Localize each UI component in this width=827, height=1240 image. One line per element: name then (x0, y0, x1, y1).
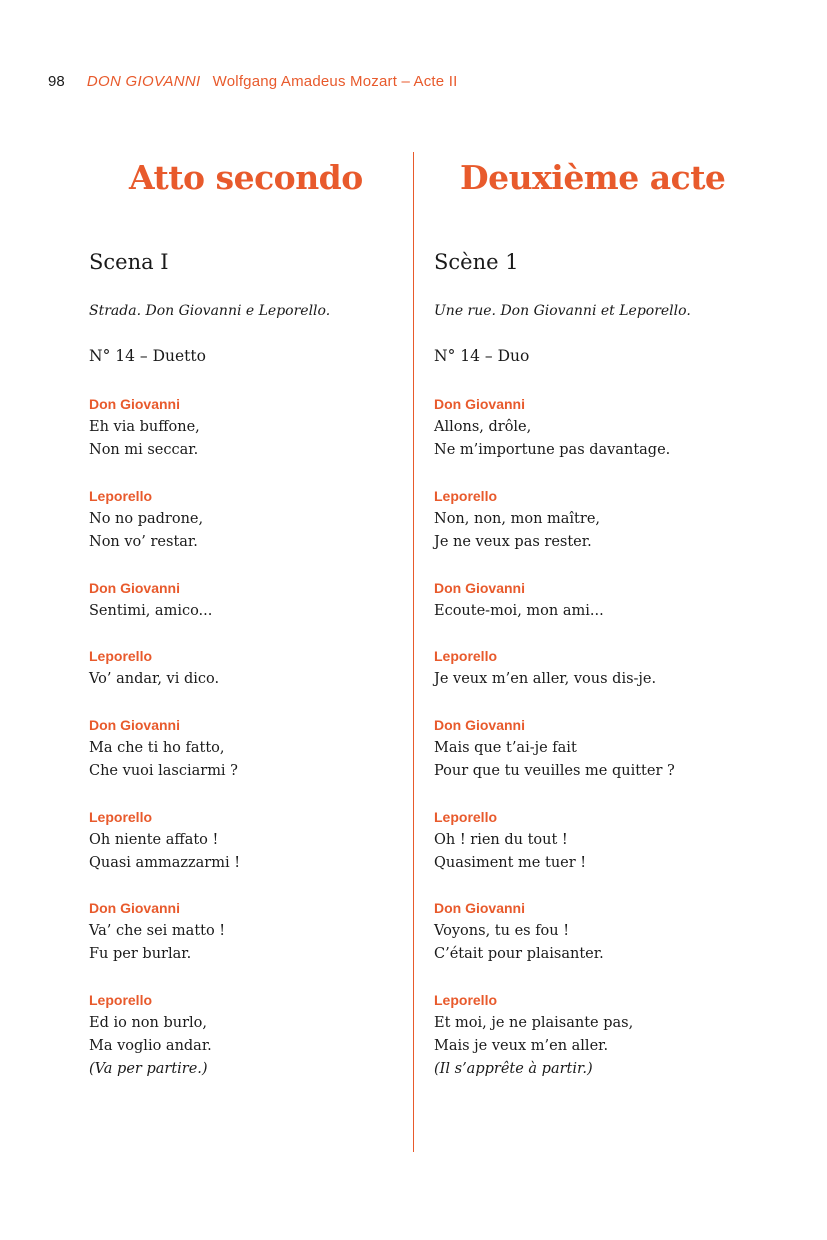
speaker-name: Don Giovanni (434, 717, 525, 733)
speaker-name: Leporello (89, 648, 153, 664)
dialogue-line: Eh via buffone, (89, 419, 200, 435)
dialogue-line: Fu per burlar. (89, 946, 192, 962)
dialogue-line: Mais que t’ai-je fait (434, 740, 577, 756)
dialogue-line: Oh niente affato ! (89, 832, 219, 848)
speaker-name: Leporello (89, 488, 153, 504)
dialogue-line: Vo’ andar, vi dico. (89, 671, 220, 687)
stage-direction-inline: (Il s’apprête à partir.) (434, 1061, 593, 1077)
dialogue-line: Ma voglio andar. (89, 1038, 212, 1054)
speaker-name: Leporello (89, 992, 153, 1008)
speaker-name: Don Giovanni (434, 900, 525, 916)
speaker-name: Don Giovanni (89, 396, 180, 412)
dialogue-block-italian (89, 645, 219, 691)
dialogue-line: Mais je veux m’en aller. (434, 1038, 609, 1054)
dialogue-line: Allons, drôle, (434, 419, 532, 435)
dialogue-line: Non vo’ restar. (89, 534, 198, 550)
dialogue-block-french (434, 897, 604, 966)
dialogue-line: Ne m’importune pas davantage. (434, 442, 671, 458)
dialogue-line: Quasi ammazzarmi ! (89, 855, 241, 871)
dialogue-line: Non, non, mon maître, (434, 511, 601, 527)
dialogue-block-french (434, 806, 586, 875)
dialogue-block-french (434, 989, 633, 1081)
dialogue-line: Pour que tu veuilles me quitter ? (434, 763, 675, 779)
column-divider (413, 152, 414, 1152)
dialogue-line: Non mi seccar. (89, 442, 199, 458)
number-title-italian: N° 14 – Duetto (89, 347, 206, 365)
dialogue-line: Oh ! rien du tout ! (434, 832, 568, 848)
dialogue-block-italian (89, 714, 238, 783)
dialogue-block-french (434, 485, 600, 554)
dialogue-line: Quasiment me tuer ! (434, 855, 587, 871)
stage-direction-french: Une rue. Don Giovanni et Leporello. (434, 303, 691, 319)
stage-direction-inline: (Va per partire.) (89, 1061, 208, 1077)
dialogue-block-french (434, 714, 675, 783)
dialogue-line: Ed io non burlo, (89, 1015, 207, 1031)
dialogue-line: Che vuoi lasciarmi ? (89, 763, 238, 779)
speaker-name: Leporello (434, 648, 498, 664)
dialogue-block-italian (89, 577, 212, 623)
speaker-name: Don Giovanni (89, 717, 180, 733)
dialogue-line: Et moi, je ne plaisante pas, (434, 1015, 634, 1031)
dialogue-block-italian (89, 485, 203, 554)
dialogue-block-italian (89, 806, 240, 875)
speaker-name: Leporello (434, 992, 498, 1008)
page-number: 98 (48, 73, 65, 90)
act-title-italian: Atto secondo (129, 158, 363, 197)
speaker-name: Don Giovanni (434, 396, 525, 412)
dialogue-block-french (434, 645, 656, 691)
dialogue-block-french (434, 577, 604, 623)
dialogue-block-italian (89, 393, 200, 462)
dialogue-block-italian (89, 989, 212, 1081)
running-header (48, 73, 457, 90)
scene-title-italian: Scena I (89, 250, 169, 274)
scene-title-french: Scène 1 (434, 250, 519, 274)
speaker-name: Don Giovanni (434, 580, 525, 596)
dialogue-block-french (434, 393, 670, 462)
dialogue-line: Ecoute-moi, mon ami... (434, 603, 604, 619)
opera-title: DON GIOVANNI (86, 73, 201, 90)
speaker-name: Leporello (434, 488, 498, 504)
header-subtitle: Wolfgang Amadeus Mozart – Acte II (212, 73, 458, 90)
speaker-name: Don Giovanni (89, 580, 180, 596)
speaker-name: Leporello (434, 809, 498, 825)
dialogue-line: Voyons, tu es fou ! (434, 923, 570, 939)
dialogue-line: Ma che ti ho fatto, (89, 740, 225, 756)
dialogue-line: Sentimi, amico... (89, 603, 213, 619)
dialogue-line: No no padrone, (89, 511, 204, 527)
dialogue-line: Je ne veux pas rester. (434, 534, 592, 550)
dialogue-line: Je veux m’en aller, vous dis-je. (434, 671, 657, 687)
speaker-name: Don Giovanni (89, 900, 180, 916)
dialogue-line: C’était pour plaisanter. (434, 946, 604, 962)
speaker-name: Leporello (89, 809, 153, 825)
dialogue-line: Va’ che sei matto ! (89, 923, 226, 939)
stage-direction-italian: Strada. Don Giovanni e Leporello. (89, 303, 331, 319)
number-title-french: N° 14 – Duo (434, 347, 530, 365)
act-title-french: Deuxième acte (460, 158, 726, 197)
dialogue-block-italian (89, 897, 225, 966)
